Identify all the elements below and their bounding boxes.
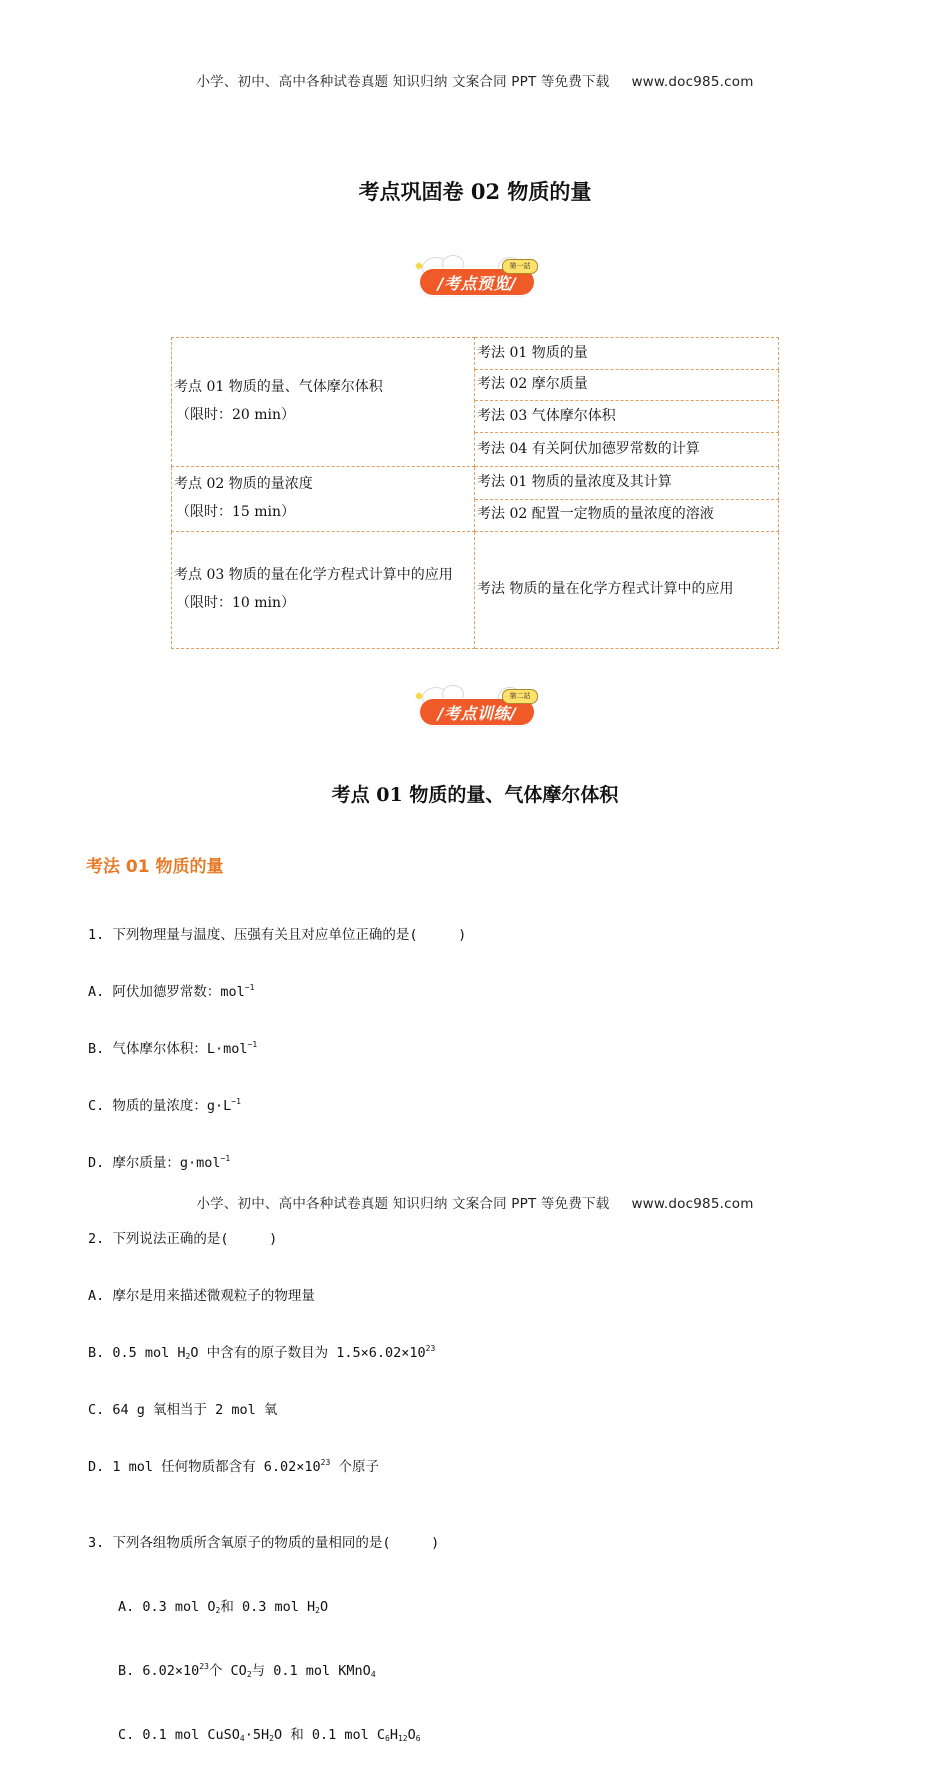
topic-cell: 考点 03 物质的量在化学方程式计算中的应用 （限时：10 min） bbox=[172, 532, 475, 649]
question-1-stem: 1. 下列物理量与温度、压强有关且对应单位正确的是( ) bbox=[88, 927, 467, 943]
badge-tag: 第一站 bbox=[502, 259, 538, 274]
topic-cell: 考点 01 物质的量、气体摩尔体积 （限时：20 min） bbox=[172, 338, 475, 467]
option-a: A. 0.3 mol $O_2$和 0.3 mol $H_2O$ bbox=[118, 1599, 329, 1615]
question-2-stem: 2. 下列说法正确的是( ) bbox=[88, 1231, 278, 1247]
page-header bbox=[0, 70, 950, 90]
header-url[interactable]: www.doc985.com bbox=[631, 74, 754, 90]
badge-pill: /考点预览/ bbox=[420, 269, 534, 295]
method-cell: 考法 02 摩尔质量 bbox=[475, 369, 779, 401]
option-c: C. 0.1 mol $CuSO_4\cdot 5H_2O$ 和 0.1 mol $C_6H_{12}O_6$ bbox=[118, 1727, 421, 1743]
badge-overview bbox=[412, 255, 536, 295]
method-cell: 考法 物质的量在化学方程式计算中的应用 bbox=[475, 532, 779, 649]
option-a: A. 阿伏加德罗常数：mol$^{-1}$ bbox=[88, 983, 255, 1000]
badge-pill: /考点训练/ bbox=[420, 699, 534, 725]
badge-tag: 第二站 bbox=[502, 689, 538, 704]
method-cell: 考法 01 物质的量 bbox=[475, 338, 779, 370]
badge-training bbox=[412, 685, 536, 725]
option-a: A. 摩尔是用来描述微观粒子的物理量 bbox=[88, 1288, 315, 1304]
header-text: 小学、初中、高中各种试卷真题 知识归纳 文案合同 PPT 等免费下载 bbox=[196, 74, 610, 90]
method-cell: 考法 03 气体摩尔体积 bbox=[475, 401, 779, 433]
option-c: C. 物质的量浓度：$g\cdot L^{-1}$ bbox=[88, 1097, 241, 1114]
method-title: 考法 01 物质的量 bbox=[86, 857, 224, 877]
method-cell: 考法 04 有关阿伏加德罗常数的计算 bbox=[475, 433, 779, 467]
page-title: 考点巩固卷 02 物质的量 bbox=[358, 179, 592, 204]
method-cell: 考法 01 物质的量浓度及其计算 bbox=[475, 467, 779, 500]
option-b: B. 0.5 mol $H_2O$ 中含有的原子数目为 $1.5\times 6.02\times 10^{23}$ bbox=[88, 1344, 436, 1361]
topic-cell: 考点 02 物质的量浓度 （限时：15 min） bbox=[172, 467, 475, 532]
option-b: B. 气体摩尔体积：L·mol$^{-1}$ bbox=[88, 1040, 258, 1057]
question-list bbox=[88, 888, 466, 1767]
option-b: B. $6.02\times 10^{23}$个 $CO_2$与 0.1 mol KMnO$_4$ bbox=[118, 1662, 376, 1679]
option-d: D. 摩尔质量：g·mol$^{-1}$ bbox=[88, 1154, 231, 1171]
footer-url[interactable]: www.doc985.com bbox=[631, 1196, 754, 1212]
section-title: 考点 01 物质的量、气体摩尔体积 bbox=[331, 784, 619, 806]
option-d: D. 1 mol 任何物质都含有 $6.02\times 10^{23}$ 个原子 bbox=[88, 1458, 379, 1475]
page-footer bbox=[0, 1192, 950, 1212]
overview-table bbox=[171, 337, 779, 649]
option-c: C. 64 g 氧相当于 2 mol 氧 bbox=[88, 1402, 278, 1418]
question-3-stem: 3. 下列各组物质所含氧原子的物质的量相同的是( ) bbox=[88, 1535, 440, 1551]
footer-text: 小学、初中、高中各种试卷真题 知识归纳 文案合同 PPT 等免费下载 bbox=[196, 1196, 610, 1212]
method-cell: 考法 02 配置一定物质的量浓度的溶液 bbox=[475, 499, 779, 532]
